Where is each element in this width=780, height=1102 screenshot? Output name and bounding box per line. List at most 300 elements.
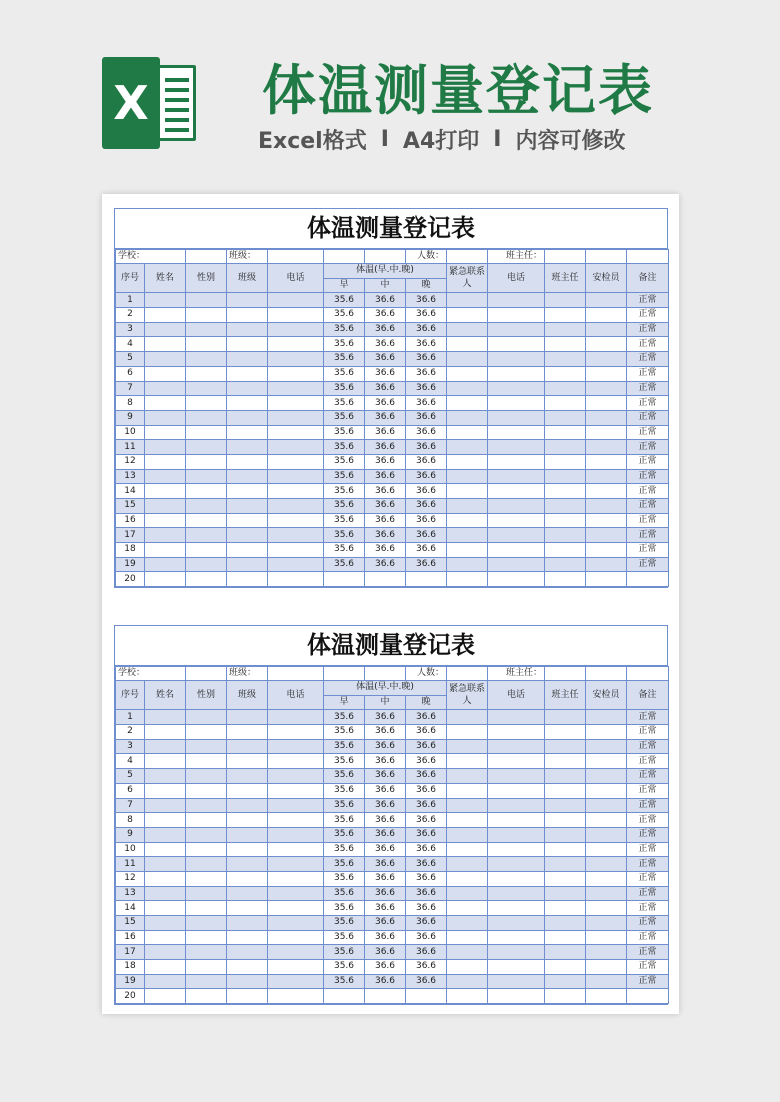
cell-phone-2[interactable] [488,989,545,1004]
cell-teacher[interactable] [545,725,586,740]
cell-gender[interactable] [186,739,227,754]
cell-class[interactable] [227,528,268,543]
cell-name[interactable] [145,572,186,587]
cell-class[interactable] [227,857,268,872]
cell-emergency-contact[interactable] [447,543,488,558]
cell-name[interactable] [145,725,186,740]
cell-temp-morning[interactable]: 35.6 [324,410,365,425]
cell-inspector[interactable] [586,871,627,886]
cell-note[interactable]: 正常 [627,410,669,425]
cell-phone-2[interactable] [488,916,545,931]
cell-temp-evening[interactable]: 36.6 [406,557,447,572]
cell-temp-evening[interactable]: 36.6 [406,886,447,901]
cell-note[interactable]: 正常 [627,857,669,872]
cell-inspector[interactable] [586,352,627,367]
info-blank[interactable] [586,250,627,264]
cell-temp-morning[interactable]: 35.6 [324,293,365,308]
cell-name[interactable] [145,813,186,828]
cell-temp-noon[interactable]: 36.6 [365,739,406,754]
class-value[interactable] [268,250,324,264]
cell-emergency-contact[interactable] [447,381,488,396]
info-blank[interactable] [586,667,627,681]
cell-teacher[interactable] [545,352,586,367]
cell-gender[interactable] [186,827,227,842]
cell-name[interactable] [145,528,186,543]
school-value[interactable] [186,667,227,681]
cell-teacher[interactable] [545,710,586,725]
cell-class[interactable] [227,484,268,499]
cell-class[interactable] [227,499,268,514]
cell-temp-evening[interactable] [406,989,447,1004]
cell-phone[interactable] [268,916,324,931]
cell-name[interactable] [145,440,186,455]
cell-name[interactable] [145,469,186,484]
cell-teacher[interactable] [545,366,586,381]
cell-gender[interactable] [186,425,227,440]
cell-inspector[interactable] [586,308,627,323]
cell-temp-morning[interactable] [324,572,365,587]
cell-temp-morning[interactable]: 35.6 [324,842,365,857]
cell-teacher[interactable] [545,293,586,308]
cell-temp-morning[interactable]: 35.6 [324,337,365,352]
cell-name[interactable] [145,974,186,989]
cell-temp-evening[interactable]: 36.6 [406,710,447,725]
cell-phone-2[interactable] [488,813,545,828]
cell-inspector[interactable] [586,813,627,828]
cell-emergency-contact[interactable] [447,440,488,455]
cell-teacher[interactable] [545,857,586,872]
cell-emergency-contact[interactable] [447,308,488,323]
cell-name[interactable] [145,871,186,886]
cell-temp-morning[interactable] [324,989,365,1004]
cell-temp-morning[interactable]: 35.6 [324,769,365,784]
cell-emergency-contact[interactable] [447,916,488,931]
cell-emergency-contact[interactable] [447,499,488,514]
cell-note[interactable]: 正常 [627,754,669,769]
cell-teacher[interactable] [545,454,586,469]
cell-inspector[interactable] [586,754,627,769]
count-value[interactable] [447,667,488,681]
cell-gender[interactable] [186,454,227,469]
cell-temp-morning[interactable]: 35.6 [324,710,365,725]
cell-phone-2[interactable] [488,499,545,514]
cell-note[interactable]: 正常 [627,901,669,916]
cell-gender[interactable] [186,543,227,558]
cell-phone[interactable] [268,293,324,308]
info-blank[interactable] [627,667,669,681]
cell-temp-noon[interactable]: 36.6 [365,871,406,886]
cell-temp-noon[interactable]: 36.6 [365,381,406,396]
cell-name[interactable] [145,960,186,975]
cell-temp-evening[interactable]: 36.6 [406,813,447,828]
cell-class[interactable] [227,974,268,989]
cell-note[interactable]: 正常 [627,396,669,411]
cell-temp-evening[interactable] [406,572,447,587]
cell-temp-evening[interactable]: 36.6 [406,396,447,411]
cell-name[interactable] [145,366,186,381]
cell-inspector[interactable] [586,769,627,784]
cell-teacher[interactable] [545,499,586,514]
cell-note[interactable]: 正常 [627,813,669,828]
cell-name[interactable] [145,901,186,916]
cell-teacher[interactable] [545,769,586,784]
cell-class[interactable] [227,513,268,528]
cell-teacher[interactable] [545,827,586,842]
cell-temp-evening[interactable]: 36.6 [406,857,447,872]
cell-temp-evening[interactable]: 36.6 [406,528,447,543]
cell-temp-noon[interactable]: 36.6 [365,960,406,975]
cell-note[interactable]: 正常 [627,425,669,440]
cell-phone[interactable] [268,440,324,455]
cell-phone-2[interactable] [488,857,545,872]
cell-inspector[interactable] [586,293,627,308]
cell-temp-morning[interactable]: 35.6 [324,499,365,514]
cell-temp-evening[interactable]: 36.6 [406,352,447,367]
cell-gender[interactable] [186,366,227,381]
cell-gender[interactable] [186,754,227,769]
cell-emergency-contact[interactable] [447,871,488,886]
cell-class[interactable] [227,352,268,367]
cell-temp-noon[interactable]: 36.6 [365,754,406,769]
cell-name[interactable] [145,945,186,960]
cell-teacher[interactable] [545,974,586,989]
cell-phone[interactable] [268,827,324,842]
cell-phone[interactable] [268,572,324,587]
cell-temp-noon[interactable]: 36.6 [365,974,406,989]
cell-phone[interactable] [268,813,324,828]
cell-emergency-contact[interactable] [447,960,488,975]
cell-gender[interactable] [186,783,227,798]
cell-name[interactable] [145,739,186,754]
cell-temp-morning[interactable]: 35.6 [324,352,365,367]
cell-teacher[interactable] [545,396,586,411]
cell-phone[interactable] [268,886,324,901]
cell-class[interactable] [227,710,268,725]
cell-phone[interactable] [268,842,324,857]
cell-teacher[interactable] [545,916,586,931]
cell-phone-2[interactable] [488,827,545,842]
cell-emergency-contact[interactable] [447,293,488,308]
cell-temp-morning[interactable]: 35.6 [324,484,365,499]
cell-phone[interactable] [268,783,324,798]
cell-gender[interactable] [186,813,227,828]
cell-phone-2[interactable] [488,930,545,945]
cell-name[interactable] [145,769,186,784]
cell-temp-evening[interactable]: 36.6 [406,960,447,975]
cell-phone[interactable] [268,739,324,754]
cell-temp-evening[interactable]: 36.6 [406,484,447,499]
teacher-value[interactable] [545,667,586,681]
cell-phone[interactable] [268,557,324,572]
cell-phone-2[interactable] [488,886,545,901]
cell-emergency-contact[interactable] [447,337,488,352]
cell-phone[interactable] [268,352,324,367]
cell-class[interactable] [227,381,268,396]
cell-temp-evening[interactable]: 36.6 [406,916,447,931]
cell-emergency-contact[interactable] [447,366,488,381]
cell-note[interactable]: 正常 [627,454,669,469]
cell-class[interactable] [227,337,268,352]
cell-temp-noon[interactable] [365,572,406,587]
cell-emergency-contact[interactable] [447,813,488,828]
cell-temp-noon[interactable]: 36.6 [365,813,406,828]
cell-name[interactable] [145,842,186,857]
cell-temp-noon[interactable]: 36.6 [365,827,406,842]
cell-phone[interactable] [268,469,324,484]
cell-temp-evening[interactable]: 36.6 [406,381,447,396]
cell-phone[interactable] [268,974,324,989]
cell-inspector[interactable] [586,945,627,960]
cell-inspector[interactable] [586,440,627,455]
cell-inspector[interactable] [586,989,627,1004]
cell-emergency-contact[interactable] [447,572,488,587]
cell-inspector[interactable] [586,425,627,440]
cell-note[interactable]: 正常 [627,513,669,528]
cell-emergency-contact[interactable] [447,974,488,989]
cell-temp-noon[interactable]: 36.6 [365,337,406,352]
cell-phone[interactable] [268,710,324,725]
cell-phone-2[interactable] [488,901,545,916]
cell-temp-noon[interactable]: 36.6 [365,366,406,381]
cell-emergency-contact[interactable] [447,783,488,798]
cell-name[interactable] [145,557,186,572]
cell-emergency-contact[interactable] [447,901,488,916]
cell-temp-morning[interactable]: 35.6 [324,366,365,381]
cell-emergency-contact[interactable] [447,857,488,872]
cell-temp-noon[interactable]: 36.6 [365,945,406,960]
cell-temp-evening[interactable]: 36.6 [406,827,447,842]
cell-temp-noon[interactable]: 36.6 [365,440,406,455]
cell-note[interactable]: 正常 [627,484,669,499]
cell-class[interactable] [227,308,268,323]
cell-teacher[interactable] [545,989,586,1004]
cell-phone[interactable] [268,960,324,975]
cell-phone-2[interactable] [488,322,545,337]
cell-phone-2[interactable] [488,440,545,455]
cell-note[interactable]: 正常 [627,557,669,572]
cell-gender[interactable] [186,337,227,352]
cell-name[interactable] [145,754,186,769]
cell-teacher[interactable] [545,572,586,587]
cell-temp-noon[interactable]: 36.6 [365,499,406,514]
cell-phone-2[interactable] [488,484,545,499]
cell-note[interactable]: 正常 [627,798,669,813]
cell-note[interactable]: 正常 [627,337,669,352]
cell-inspector[interactable] [586,513,627,528]
cell-gender[interactable] [186,396,227,411]
cell-temp-noon[interactable]: 36.6 [365,710,406,725]
cell-name[interactable] [145,989,186,1004]
cell-inspector[interactable] [586,974,627,989]
cell-note[interactable]: 正常 [627,842,669,857]
cell-note[interactable]: 正常 [627,543,669,558]
cell-temp-noon[interactable]: 36.6 [365,783,406,798]
cell-gender[interactable] [186,989,227,1004]
cell-teacher[interactable] [545,960,586,975]
cell-class[interactable] [227,322,268,337]
cell-inspector[interactable] [586,901,627,916]
info-blank[interactable] [365,667,406,681]
cell-emergency-contact[interactable] [447,469,488,484]
cell-temp-evening[interactable]: 36.6 [406,901,447,916]
cell-inspector[interactable] [586,543,627,558]
cell-name[interactable] [145,798,186,813]
cell-gender[interactable] [186,410,227,425]
cell-inspector[interactable] [586,469,627,484]
cell-name[interactable] [145,410,186,425]
cell-teacher[interactable] [545,557,586,572]
cell-temp-noon[interactable]: 36.6 [365,725,406,740]
teacher-value[interactable] [545,250,586,264]
cell-gender[interactable] [186,974,227,989]
cell-temp-noon[interactable]: 36.6 [365,886,406,901]
cell-note[interactable]: 正常 [627,871,669,886]
cell-class[interactable] [227,396,268,411]
cell-class[interactable] [227,842,268,857]
cell-teacher[interactable] [545,783,586,798]
cell-name[interactable] [145,857,186,872]
cell-note[interactable]: 正常 [627,930,669,945]
cell-temp-evening[interactable]: 36.6 [406,425,447,440]
cell-temp-noon[interactable]: 36.6 [365,543,406,558]
cell-emergency-contact[interactable] [447,484,488,499]
cell-emergency-contact[interactable] [447,513,488,528]
cell-inspector[interactable] [586,960,627,975]
cell-gender[interactable] [186,960,227,975]
cell-teacher[interactable] [545,381,586,396]
cell-phone[interactable] [268,528,324,543]
cell-temp-noon[interactable]: 36.6 [365,857,406,872]
cell-phone[interactable] [268,484,324,499]
cell-temp-morning[interactable]: 35.6 [324,798,365,813]
cell-note[interactable]: 正常 [627,739,669,754]
cell-gender[interactable] [186,842,227,857]
cell-phone[interactable] [268,857,324,872]
cell-inspector[interactable] [586,739,627,754]
cell-note[interactable]: 正常 [627,886,669,901]
cell-phone[interactable] [268,754,324,769]
cell-class[interactable] [227,798,268,813]
cell-temp-morning[interactable]: 35.6 [324,857,365,872]
cell-name[interactable] [145,543,186,558]
cell-temp-morning[interactable]: 35.6 [324,440,365,455]
cell-temp-morning[interactable]: 35.6 [324,754,365,769]
cell-gender[interactable] [186,710,227,725]
cell-temp-evening[interactable]: 36.6 [406,513,447,528]
cell-temp-evening[interactable]: 36.6 [406,798,447,813]
cell-temp-evening[interactable]: 36.6 [406,769,447,784]
cell-inspector[interactable] [586,499,627,514]
cell-phone[interactable] [268,410,324,425]
cell-note[interactable]: 正常 [627,827,669,842]
cell-emergency-contact[interactable] [447,557,488,572]
cell-phone[interactable] [268,499,324,514]
cell-temp-noon[interactable]: 36.6 [365,557,406,572]
cell-name[interactable] [145,916,186,931]
cell-phone[interactable] [268,543,324,558]
cell-temp-noon[interactable]: 36.6 [365,322,406,337]
cell-temp-noon[interactable]: 36.6 [365,528,406,543]
cell-class[interactable] [227,572,268,587]
cell-phone-2[interactable] [488,513,545,528]
cell-temp-evening[interactable]: 36.6 [406,366,447,381]
cell-emergency-contact[interactable] [447,930,488,945]
cell-emergency-contact[interactable] [447,827,488,842]
cell-phone-2[interactable] [488,945,545,960]
cell-gender[interactable] [186,499,227,514]
cell-gender[interactable] [186,469,227,484]
cell-gender[interactable] [186,322,227,337]
cell-teacher[interactable] [545,513,586,528]
cell-inspector[interactable] [586,454,627,469]
cell-phone[interactable] [268,769,324,784]
cell-phone[interactable] [268,930,324,945]
cell-phone-2[interactable] [488,783,545,798]
cell-temp-noon[interactable]: 36.6 [365,293,406,308]
cell-class[interactable] [227,916,268,931]
cell-teacher[interactable] [545,440,586,455]
cell-class[interactable] [227,769,268,784]
cell-phone-2[interactable] [488,725,545,740]
cell-phone[interactable] [268,513,324,528]
cell-phone[interactable] [268,381,324,396]
cell-class[interactable] [227,543,268,558]
cell-temp-noon[interactable]: 36.6 [365,901,406,916]
cell-phone[interactable] [268,945,324,960]
cell-phone-2[interactable] [488,557,545,572]
cell-class[interactable] [227,886,268,901]
cell-temp-evening[interactable]: 36.6 [406,930,447,945]
cell-class[interactable] [227,366,268,381]
cell-class[interactable] [227,960,268,975]
cell-note[interactable]: 正常 [627,960,669,975]
cell-temp-evening[interactable]: 36.6 [406,725,447,740]
cell-gender[interactable] [186,916,227,931]
cell-temp-noon[interactable]: 36.6 [365,842,406,857]
cell-teacher[interactable] [545,484,586,499]
school-value[interactable] [186,250,227,264]
cell-phone-2[interactable] [488,410,545,425]
cell-emergency-contact[interactable] [447,769,488,784]
cell-phone[interactable] [268,366,324,381]
cell-inspector[interactable] [586,410,627,425]
cell-teacher[interactable] [545,813,586,828]
cell-note[interactable]: 正常 [627,769,669,784]
count-value[interactable] [447,250,488,264]
cell-emergency-contact[interactable] [447,886,488,901]
cell-inspector[interactable] [586,916,627,931]
cell-phone-2[interactable] [488,710,545,725]
cell-gender[interactable] [186,886,227,901]
cell-note[interactable]: 正常 [627,381,669,396]
cell-class[interactable] [227,454,268,469]
cell-gender[interactable] [186,901,227,916]
cell-phone-2[interactable] [488,871,545,886]
cell-phone[interactable] [268,798,324,813]
cell-gender[interactable] [186,572,227,587]
cell-temp-evening[interactable]: 36.6 [406,543,447,558]
cell-temp-noon[interactable]: 36.6 [365,425,406,440]
cell-phone[interactable] [268,901,324,916]
cell-temp-morning[interactable]: 35.6 [324,425,365,440]
cell-gender[interactable] [186,308,227,323]
cell-temp-evening[interactable]: 36.6 [406,469,447,484]
cell-teacher[interactable] [545,739,586,754]
cell-name[interactable] [145,454,186,469]
info-blank[interactable] [324,250,365,264]
cell-temp-morning[interactable]: 35.6 [324,901,365,916]
cell-gender[interactable] [186,798,227,813]
